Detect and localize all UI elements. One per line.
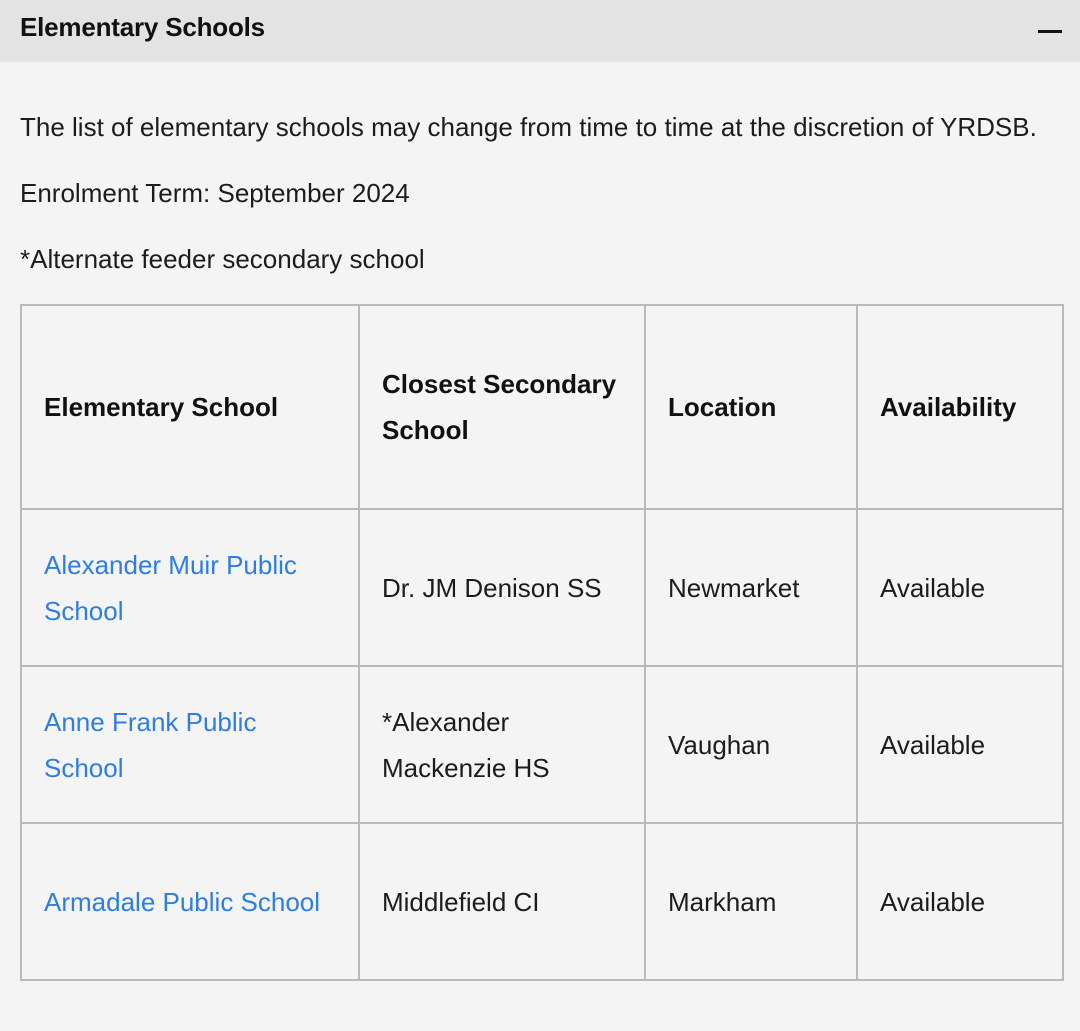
- accordion-header[interactable]: [0, 0, 1080, 62]
- schools-table: [20, 304, 1064, 981]
- location-cell: Newmarket: [645, 509, 857, 666]
- secondary-cell: *Alexander Mackenzie HS: [359, 666, 645, 823]
- accordion-content: [0, 62, 1080, 981]
- accordion-title: Elementary Schools: [20, 11, 265, 42]
- location-cell: Markham: [645, 823, 857, 980]
- column-header-location: Location: [645, 305, 857, 509]
- enrolment-term: Enrolment Term: September 2024: [20, 178, 410, 208]
- school-link[interactable]: Anne Frank Public School: [44, 706, 257, 783]
- school-cell: [21, 823, 359, 980]
- footnote: *Alternate feeder secondary school: [20, 244, 425, 274]
- column-header-closest-secondary: Closest Secondary School: [359, 305, 645, 509]
- table-row: [21, 509, 1063, 666]
- school-link[interactable]: Armadale Public School: [44, 886, 321, 917]
- table-header-row: [21, 305, 1063, 509]
- availability-cell: Available: [857, 666, 1063, 823]
- school-link[interactable]: Alexander Muir Public School: [44, 549, 297, 626]
- intro-text: The list of elementary schools may change from time to time at the discretion of YRDSB.: [20, 112, 1037, 142]
- availability-cell: Available: [857, 823, 1063, 980]
- column-header-elementary-school: Elementary School: [21, 305, 359, 509]
- location-cell: Vaughan: [645, 666, 857, 823]
- column-header-availability: Availability: [857, 305, 1063, 509]
- school-cell: [21, 666, 359, 823]
- school-cell: [21, 509, 359, 666]
- minus-icon[interactable]: [1038, 18, 1062, 44]
- table-row: [21, 666, 1063, 823]
- secondary-cell: Middlefield CI: [359, 823, 645, 980]
- availability-cell: Available: [857, 509, 1063, 666]
- secondary-cell: Dr. JM Denison SS: [359, 509, 645, 666]
- table-row: [21, 823, 1063, 980]
